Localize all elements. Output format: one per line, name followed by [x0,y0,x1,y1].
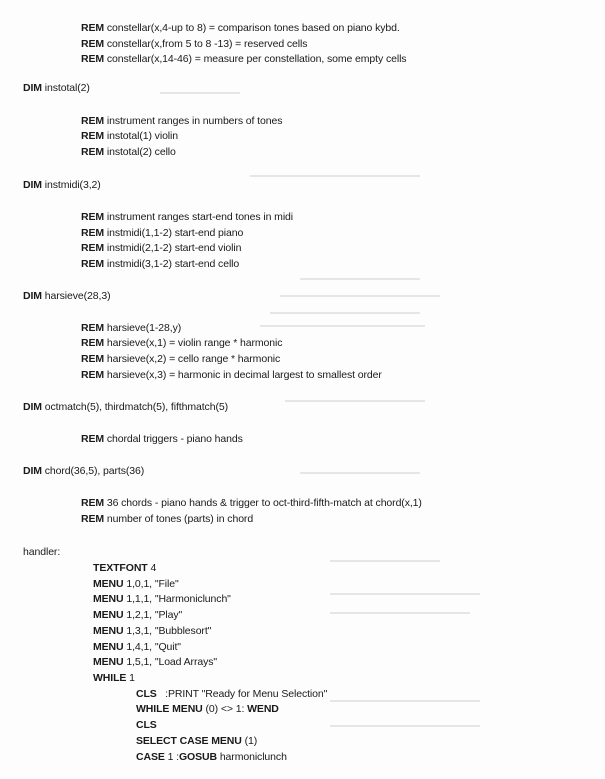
code-text: harsieve(x,2) = cello range * harmonic [104,353,281,365]
bleed-through-mark [330,725,480,727]
code-text: 1,3,1, "Bubblesort" [123,625,212,637]
keyword: DIM [23,465,42,477]
code-text: 1,2,1, "Play" [123,609,183,621]
keyword: MENU [93,656,124,668]
code-line [23,465,144,478]
code-line [23,179,101,192]
code-text: constellar(x,14-46) = measure per constellation, some empty cells [104,53,407,65]
code-text: instotal(2) cello [104,146,176,158]
bleed-through-mark [330,593,480,595]
code-text: 4 [147,562,157,574]
keyword: REM [81,115,105,127]
keyword: TEXTFONT [93,562,148,574]
code-line [93,593,231,606]
code-text: 1,1,1, "Harmoniclunch" [123,593,231,605]
code-text: 36 chords - piano hands & trigger to oct-third-fifth-match at chord(x,1) [104,497,422,509]
code-line [136,688,327,701]
bleed-through-mark [160,92,240,94]
code-line [81,211,293,224]
keyword: REM [81,433,105,445]
code-line [93,656,217,669]
keyword: REM [81,353,105,365]
bleed-through-mark [330,560,440,562]
code-line [81,22,400,35]
code-line [23,290,111,303]
code-text: constellar(x,from 5 to 8 -13) = reserved cells [104,38,308,50]
code-text: chord(36,5), parts(36) [41,465,145,477]
keyword: CASE [136,751,165,763]
code-text: harsieve(28,3) [41,290,111,302]
bleed-through-mark [280,295,440,297]
code-label [23,546,60,559]
code-text: 1 : [164,751,179,763]
code-line [136,719,157,732]
code-line [81,130,178,143]
code-text: :PRINT "Ready for Menu Selection" [156,688,328,700]
bleed-through-mark [330,700,480,702]
code-text: instmidi(3,1-2) start-end cello [104,258,240,270]
keyword: REM [81,146,105,158]
bleed-through-mark [270,312,420,314]
keyword: REM [81,242,105,254]
code-text: harsieve(x,3) = harmonic in decimal largest to smallest order [104,369,382,381]
code-line [81,337,282,350]
code-line [81,38,307,51]
keyword: REM [81,227,105,239]
keyword: SELECT CASE MENU [136,735,242,747]
code-text: instmidi(1,1-2) start-end piano [104,227,244,239]
code-line [81,115,282,128]
code-line [93,672,135,685]
code-text: (0) <> 1: [202,703,248,715]
code-text: octmatch(5), thirdmatch(5), fifthmatch(5) [41,401,228,413]
code-line [81,497,422,510]
code-line [81,322,181,335]
bleed-through-mark [300,472,420,474]
keyword: DIM [23,401,42,413]
keyword: REM [81,497,105,509]
code-line [81,227,243,240]
code-text: instotal(2) [41,82,90,94]
keyword: CLS [136,719,157,731]
keyword: MENU [93,578,124,590]
bleed-through-mark [285,400,425,402]
keyword: DIM [23,179,42,191]
keyword: DIM [23,82,42,94]
code-line [81,53,406,66]
keyword: REM [81,369,105,381]
label-text: handler: [23,546,61,558]
code-text: instmidi(2,1-2) start-end violin [104,242,242,254]
bleed-through-mark [300,278,420,280]
code-line [81,242,241,255]
code-text: number of tones (parts) in chord [104,513,254,525]
code-line [81,513,253,526]
keyword: REM [81,337,105,349]
keyword: REM [81,130,105,142]
code-text: (1) [241,735,258,747]
keyword: WHILE MENU [136,703,203,715]
code-text: 1,0,1, "File" [123,578,179,590]
code-text: instrument ranges in numbers of tones [104,115,283,127]
keyword: REM [81,322,105,334]
keyword: MENU [93,625,124,637]
keyword: MENU [93,609,124,621]
code-text: constellar(x,4-up to 8) = comparison tones based on piano kybd. [104,22,400,34]
code-line [93,625,211,638]
keyword: REM [81,53,105,65]
code-text: harsieve(1-28,y) [104,322,182,334]
code-line [81,369,382,382]
code-line [81,258,239,271]
keyword: REM [81,211,105,223]
keyword: MENU [93,593,124,605]
keyword: REM [81,38,105,50]
keyword: CLS [136,688,157,700]
code-text: harmoniclunch [217,751,287,763]
keyword: WHILE [93,672,127,684]
code-line [93,578,179,591]
keyword: REM [81,22,105,34]
code-line [136,735,257,748]
code-text: 1,4,1, "Quit" [123,641,181,653]
keyword: REM [81,513,105,525]
code-text: chordal triggers - piano hands [104,433,243,445]
code-text: 1,5,1, "Load Arrays" [123,656,218,668]
code-line [93,641,181,654]
keyword: MENU [93,641,124,653]
keyword: DIM [23,290,42,302]
code-line [93,609,182,622]
keyword: GOSUB [178,751,217,763]
bleed-through-mark [260,325,425,327]
code-text: instotal(1) violin [104,130,179,142]
code-line [23,401,228,414]
keyword: WEND [247,703,279,715]
bleed-through-mark [250,175,420,177]
code-line [81,146,176,159]
code-line [93,562,156,575]
code-line [81,353,280,366]
code-line [23,82,90,95]
code-text: instrument ranges start-end tones in midi [104,211,294,223]
code-line [136,703,279,716]
code-line [136,751,287,764]
keyword: REM [81,258,105,270]
bleed-through-mark [330,612,470,614]
code-line [81,433,243,446]
code-text: harsieve(x,1) = violin range * harmonic [104,337,283,349]
code-text: instmidi(3,2) [41,179,101,191]
code-text: 1 [126,672,135,684]
